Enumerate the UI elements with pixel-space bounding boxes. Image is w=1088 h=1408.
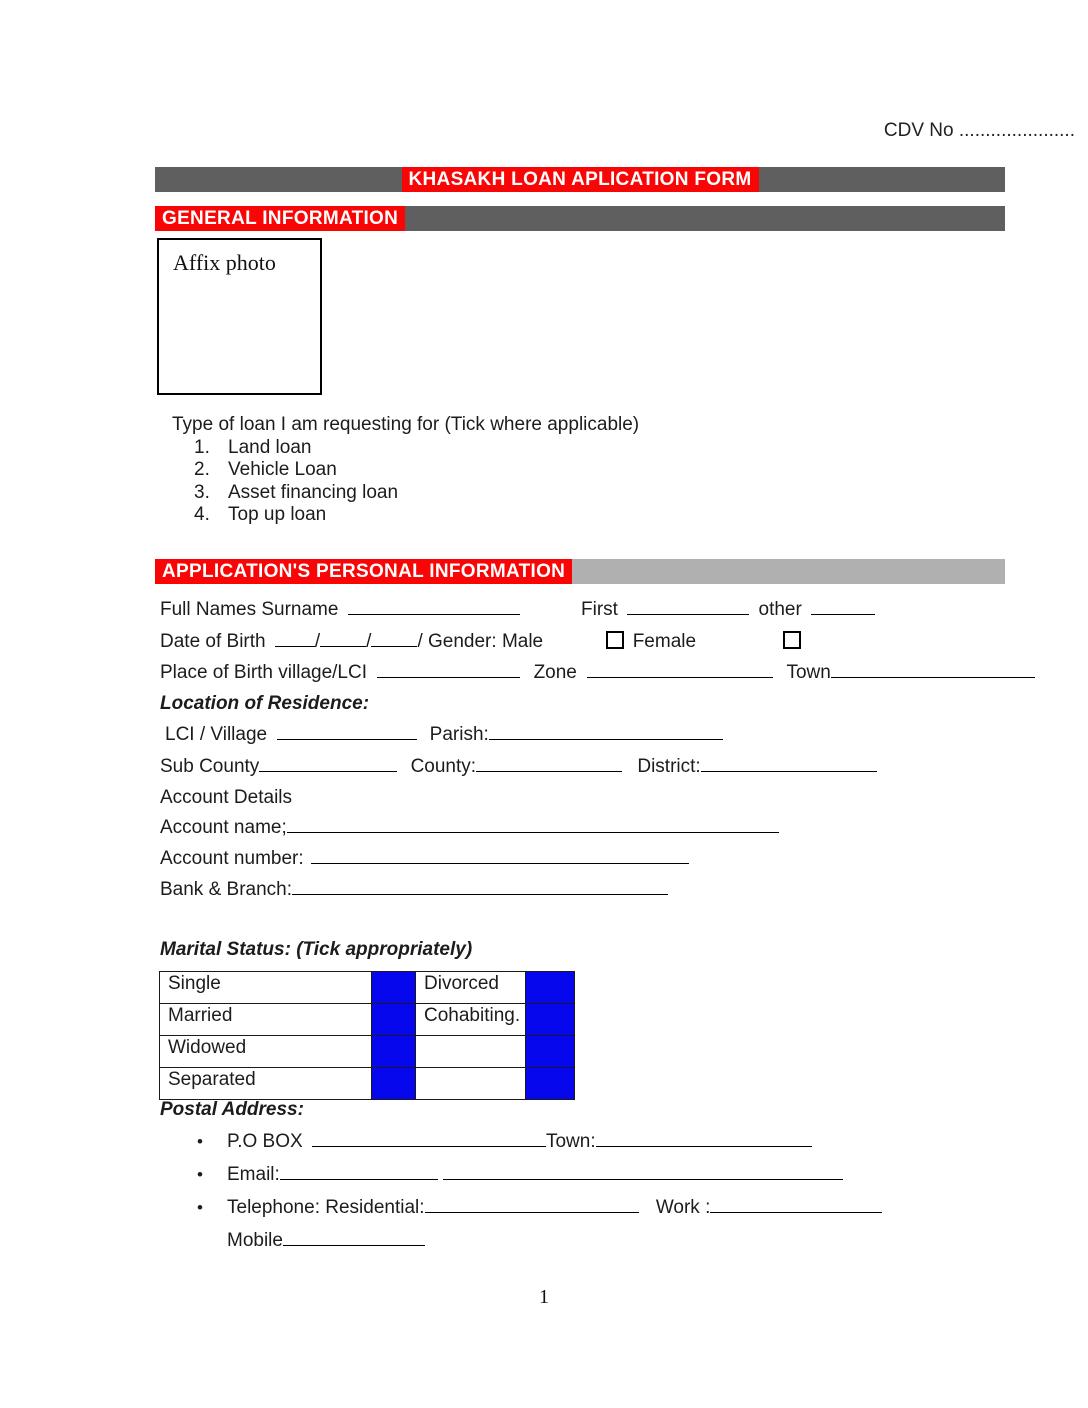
dob-slash-1: / [314, 631, 321, 652]
marital-tick-separated[interactable] [372, 1068, 416, 1100]
marital-row-single-divorced [160, 972, 575, 1004]
loan-type-prompt: Type of loan I am requesting for (Tick where applicable) [172, 414, 640, 435]
marital-tick-empty-1[interactable] [526, 1036, 575, 1068]
female-label: Female [632, 631, 697, 652]
dob-gender-line [160, 630, 801, 653]
loan-option-3-number: 3. [194, 482, 210, 503]
parish-field[interactable] [489, 723, 723, 740]
general-information-bar [155, 206, 1005, 231]
pob-label: Place of Birth village/LCI [160, 662, 367, 683]
loan-option-3-label: Asset financing loan [228, 482, 399, 503]
full-names-line [160, 598, 875, 621]
affix-photo-label: Affix photo [173, 250, 276, 275]
po-box-label: P.O BOX [227, 1131, 303, 1152]
pob-line [160, 661, 1035, 684]
other-name-field[interactable] [811, 598, 875, 615]
po-box-line [197, 1130, 812, 1153]
form-title: KHASAKH LOAN APLICATION FORM [402, 167, 759, 192]
personal-information-heading: APPLICATION'S PERSONAL INFORMATION [155, 559, 572, 584]
district-field[interactable] [701, 755, 877, 772]
telephone-line [197, 1196, 882, 1219]
telephone-work-field[interactable] [710, 1196, 882, 1213]
affix-photo-box[interactable] [157, 238, 322, 395]
town-label: Town [786, 662, 831, 683]
gender-male-label: / Gender: Male [417, 631, 544, 652]
pob-village-field[interactable] [377, 661, 520, 678]
marital-tick-widowed[interactable] [372, 1036, 416, 1068]
sub-county-field[interactable] [259, 755, 397, 772]
town-field[interactable] [831, 661, 1035, 678]
account-number-label: Account number: [160, 848, 304, 869]
marital-row-married-cohabiting [160, 1004, 575, 1036]
county-line [160, 755, 877, 778]
account-name-field[interactable] [287, 816, 779, 833]
loan-option-4-number: 4. [194, 504, 210, 525]
work-label: Work : [655, 1197, 711, 1218]
dob-slash-2: / [366, 631, 372, 652]
telephone-residential-field[interactable] [425, 1196, 639, 1213]
account-details-heading: Account Details [160, 787, 293, 808]
marital-tick-married[interactable] [372, 1004, 416, 1036]
marital-row-widowed [160, 1036, 575, 1068]
bullet-icon: • [197, 1132, 203, 1151]
other-name-label: other [758, 599, 802, 620]
marital-status-heading: Marital Status: (Tick appropriately) [160, 939, 473, 960]
dob-year-field[interactable] [371, 630, 417, 647]
full-names-label: Full Names Surname [160, 599, 339, 620]
postal-town-label: Town: [545, 1131, 596, 1152]
general-information-heading: GENERAL INFORMATION [155, 206, 405, 231]
bank-branch-label: Bank & Branch: [160, 879, 293, 900]
marital-tick-cohabiting[interactable] [526, 1004, 575, 1036]
form-title-bar [155, 167, 1005, 192]
marital-label-divorced: Divorced [416, 972, 526, 1004]
first-name-label: First [581, 599, 618, 620]
mobile-line [227, 1229, 425, 1252]
loan-option-3 [194, 481, 398, 504]
sub-county-label: Sub County [160, 756, 260, 777]
bullet-icon: • [197, 1165, 203, 1184]
loan-option-2 [194, 458, 337, 481]
dob-month-field[interactable] [320, 630, 366, 647]
email-field-1[interactable] [280, 1163, 438, 1180]
lci-village-field[interactable] [277, 723, 417, 740]
marital-tick-single[interactable] [372, 972, 416, 1004]
loan-option-1-label: Land loan [228, 437, 312, 458]
mobile-field[interactable] [283, 1229, 425, 1246]
po-box-field[interactable] [312, 1130, 546, 1147]
residence-heading: Location of Residence: [160, 693, 370, 714]
female-checkbox[interactable] [783, 631, 801, 649]
loan-option-4-label: Top up loan [228, 504, 327, 525]
account-name-label: Account name; [160, 817, 287, 838]
marital-row-separated [160, 1068, 575, 1100]
marital-tick-divorced[interactable] [526, 972, 575, 1004]
bank-branch-line [160, 878, 668, 901]
postal-town-field[interactable] [596, 1130, 812, 1147]
bank-branch-field[interactable] [292, 878, 668, 895]
email-field-2[interactable] [443, 1163, 843, 1180]
marital-label-cohabiting: Cohabiting. [416, 1004, 526, 1036]
loan-option-4 [194, 503, 326, 526]
dob-label: Date of Birth [160, 631, 266, 652]
marital-tick-empty-2[interactable] [526, 1068, 575, 1100]
zone-label: Zone [533, 662, 577, 683]
marital-empty-cell-1 [416, 1036, 526, 1068]
lci-parish-line [165, 723, 723, 746]
bullet-icon: • [197, 1198, 203, 1217]
loan-option-1 [194, 436, 311, 459]
county-field[interactable] [476, 755, 622, 772]
telephone-label: Telephone: Residential: [227, 1197, 425, 1218]
cdv-number-label: CDV No ...................... [883, 120, 1075, 141]
loan-option-2-number: 2. [194, 459, 210, 480]
marital-label-separated: Separated [160, 1068, 372, 1100]
postal-address-heading: Postal Address: [160, 1099, 304, 1120]
mobile-label: Mobile [227, 1230, 283, 1251]
parish-label: Parish: [429, 724, 489, 745]
email-line [197, 1163, 843, 1186]
account-number-line [160, 847, 689, 870]
marital-empty-cell-2 [416, 1068, 526, 1100]
loan-option-2-label: Vehicle Loan [228, 459, 337, 480]
marital-status-table [159, 971, 575, 1100]
surname-field[interactable] [348, 598, 520, 615]
male-checkbox[interactable] [606, 631, 624, 649]
page-number: 1 [539, 1286, 549, 1308]
personal-information-bar [155, 559, 1005, 584]
account-number-field[interactable] [311, 847, 689, 864]
marital-label-married: Married [160, 1004, 372, 1036]
zone-field[interactable] [587, 661, 773, 678]
account-name-line [160, 816, 779, 839]
email-label: Email: [227, 1164, 280, 1185]
marital-label-widowed: Widowed [160, 1036, 372, 1068]
loan-option-1-number: 1. [194, 437, 210, 458]
county-label: County: [410, 756, 477, 777]
marital-label-single: Single [160, 972, 372, 1004]
lci-village-label: LCI / Village [165, 724, 268, 745]
first-name-field[interactable] [627, 598, 749, 615]
dob-day-field[interactable] [275, 630, 315, 647]
district-label: District: [637, 756, 701, 777]
